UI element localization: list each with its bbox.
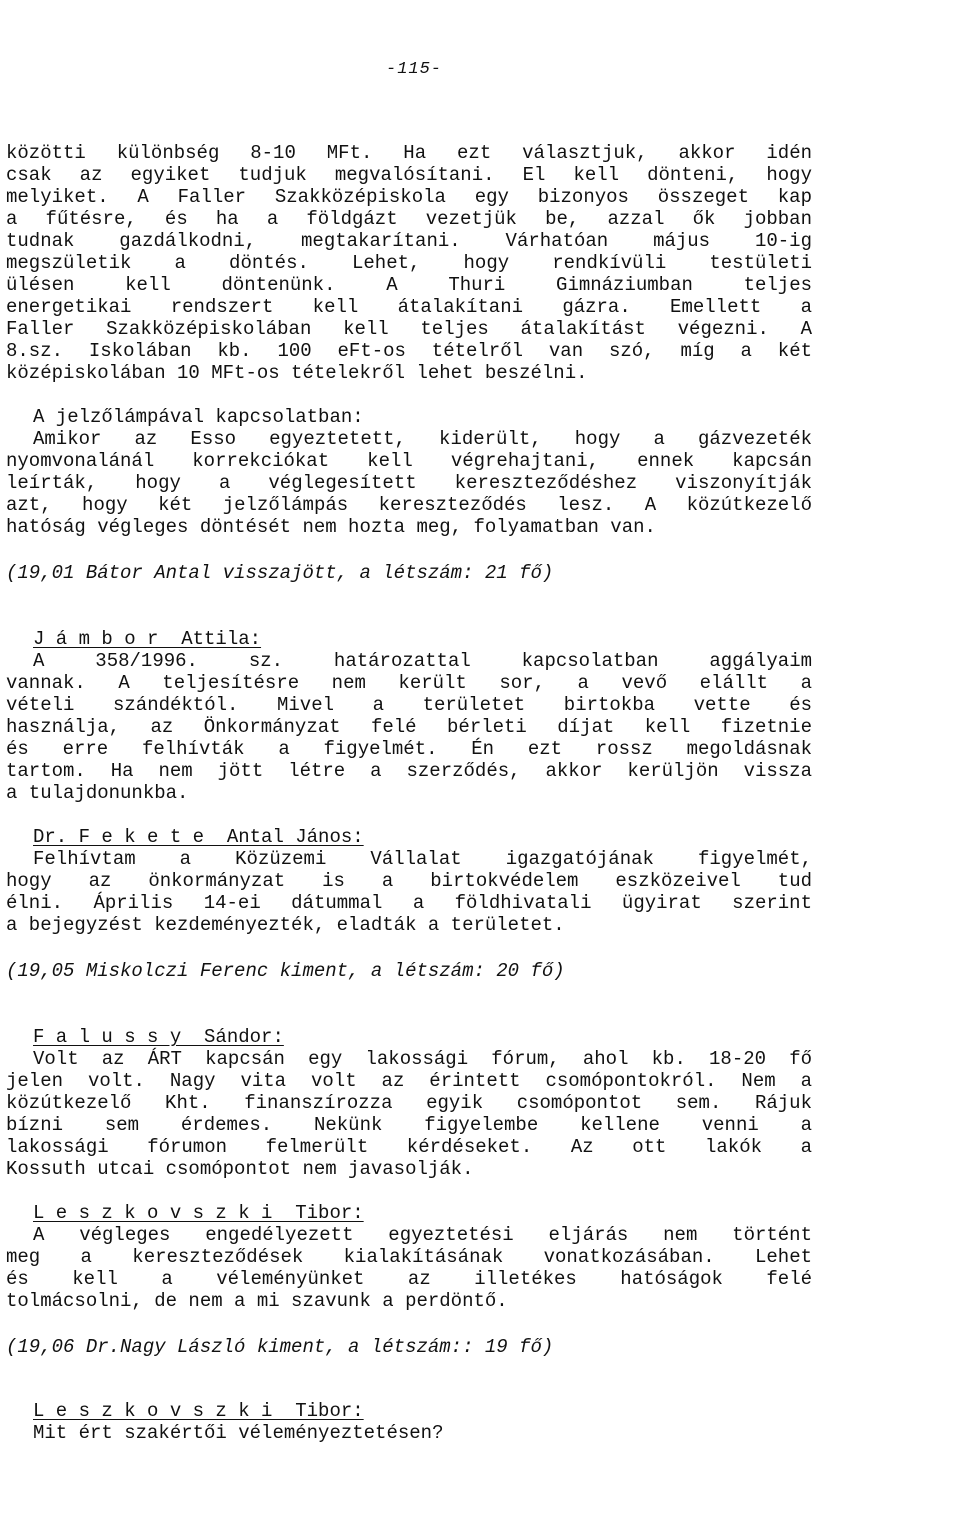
text-line: élni. Április 14-ei dátummal a földhivatali ügyirat szerint	[6, 892, 812, 914]
attendance-note	[6, 562, 812, 584]
text-line: és erre felhívták a figyelmét. Én ezt rossz megoldásnak	[6, 738, 812, 760]
text-line: azt, hogy két jelzőlámpás kereszteződés lesz. A közútkezelő	[6, 494, 812, 516]
speech-leszkovszki-question	[6, 1400, 812, 1444]
text-line: használja, az Önkormányzat felé bérleti díjat kell fizetnie	[6, 716, 812, 738]
paragraph-continuation	[6, 142, 812, 384]
text-line: A 358/1996. sz. határozattal kapcsolatban aggályaim	[33, 650, 812, 672]
text-line: megszületik a döntés. Lehet, hogy rendkívüli testületi	[6, 252, 812, 274]
page-number: -115-	[386, 60, 443, 79]
text-line: Kossuth utcai csomópontot nem javasolják.	[6, 1158, 474, 1180]
speech-leszkovszki	[6, 1202, 812, 1312]
text-line: vannak. A teljesítésre nem került sor, a vevő elállt a	[6, 672, 812, 694]
text-line: Faller Szakközépiskolában kell teljes átalakítást végezni. A	[6, 318, 812, 340]
text-line: tudnak gazdálkodni, megtakarítani. Várhatóan május 10-ig	[6, 230, 812, 252]
text-line: a tulajdonunkba.	[6, 782, 189, 804]
speaker-name: L e s z k o v s z k i Tibor:	[33, 1400, 364, 1422]
note-line: (19,06 Dr.Nagy László kiment, a létszám:: 19 fő)	[6, 1336, 554, 1358]
text-line: a fűtésre, és ha a földgázt vezetjük be, azzal ők jobban	[6, 208, 812, 230]
speech-fekete	[6, 826, 812, 936]
attendance-note	[6, 960, 812, 982]
text-line: vételi szándéktól. Mivel a területet birtokba vette és	[6, 694, 812, 716]
text-line: 8.sz. Iskolában kb. 100 eFt-os tételről van szó, míg a két	[6, 340, 812, 362]
text-line: ülésen kell döntenünk. A Thuri Gimnáziumban teljes	[6, 274, 812, 296]
text-line: csak az egyiket tudjuk megvalósítani. El kell dönteni, hogy	[6, 164, 812, 186]
paragraph-traffic-light	[6, 406, 812, 538]
text-line: meg a kereszteződések kialakításának vonatkozásában. Lehet	[6, 1246, 812, 1268]
text-line: A végleges engedélyezett egyeztetési eljárás nem történt	[33, 1224, 812, 1246]
note-line: (19,01 Bátor Antal visszajött, a létszám: 21 fő)	[6, 562, 554, 584]
speaker-name: J á m b o r Attila:	[33, 628, 262, 650]
text-line: a bejegyzést kezdeményezték, eladták a területet.	[6, 914, 565, 936]
text-line: tartom. Ha nem jött létre a szerződés, akkor kerüljön vissza	[6, 760, 812, 782]
text-line: jelen volt. Nagy vita volt az érintett csomópontokról. Nem a	[6, 1070, 812, 1092]
text-line: melyiket. A Faller Szakközépiskola egy bizonyos összeget kap	[6, 186, 812, 208]
text-line: hatóság végleges döntését nem hozta meg, folyamatban van.	[6, 516, 656, 538]
text-line: Felhívtam a Közüzemi Vállalat igazgatójának figyelmét,	[33, 848, 812, 870]
text-line: bízni sem érdemes. Nekünk figyelembe kellene venni a	[6, 1114, 812, 1136]
attendance-note	[6, 1336, 812, 1358]
text-line: és kell a véleményünket az illetékes hatóságok felé	[6, 1268, 812, 1290]
text-line: energetikai rendszert kell átalakítani gázra. Emellett a	[6, 296, 812, 318]
text-line: nyomvonalánál korrekciókat kell végrehajtani, ennek kapcsán	[6, 450, 812, 472]
speech-falussy	[6, 1026, 812, 1180]
speech-jambor	[6, 628, 812, 804]
speaker-name: Dr. F e k e t e Antal János:	[33, 826, 364, 848]
text-line: Volt az ÁRT kapcsán egy lakossági fórum, ahol kb. 18-20 fő	[33, 1048, 812, 1070]
note-line: (19,05 Miskolczi Ferenc kiment, a létszám: 20 fő)	[6, 960, 565, 982]
text-line: közötti különbség 8-10 MFt. Ha ezt választjuk, akkor idén	[6, 142, 812, 164]
section-heading: A jelzőlámpával kapcsolatban:	[33, 406, 364, 428]
text-line: hogy az önkormányzat is a birtokvédelem eszközeivel tud	[6, 870, 812, 892]
text-line: lakossági fórumon felmerült kérdéseket. Az ott lakók a	[6, 1136, 812, 1158]
text-line: középiskolában 10 MFt-os tételekről lehet beszélni.	[6, 362, 588, 384]
text-line: közútkezelő Kht. finanszírozza egyik csomópontot sem. Rájuk	[6, 1092, 812, 1114]
speaker-name: L e s z k o v s z k i Tibor:	[33, 1202, 364, 1224]
text-line: Amikor az Esso egyeztetett, kiderült, hogy a gázvezeték	[33, 428, 812, 450]
text-line: leírták, hogy a véglegesített kereszteződéshez viszonyítják	[6, 472, 812, 494]
speaker-name: F a l u s s y Sándor:	[33, 1026, 284, 1048]
text-line: tolmácsolni, de nem a mi szavunk a perdöntő.	[6, 1290, 508, 1312]
text-line: Mit ért szakértői véleményeztetésen?	[33, 1422, 444, 1444]
